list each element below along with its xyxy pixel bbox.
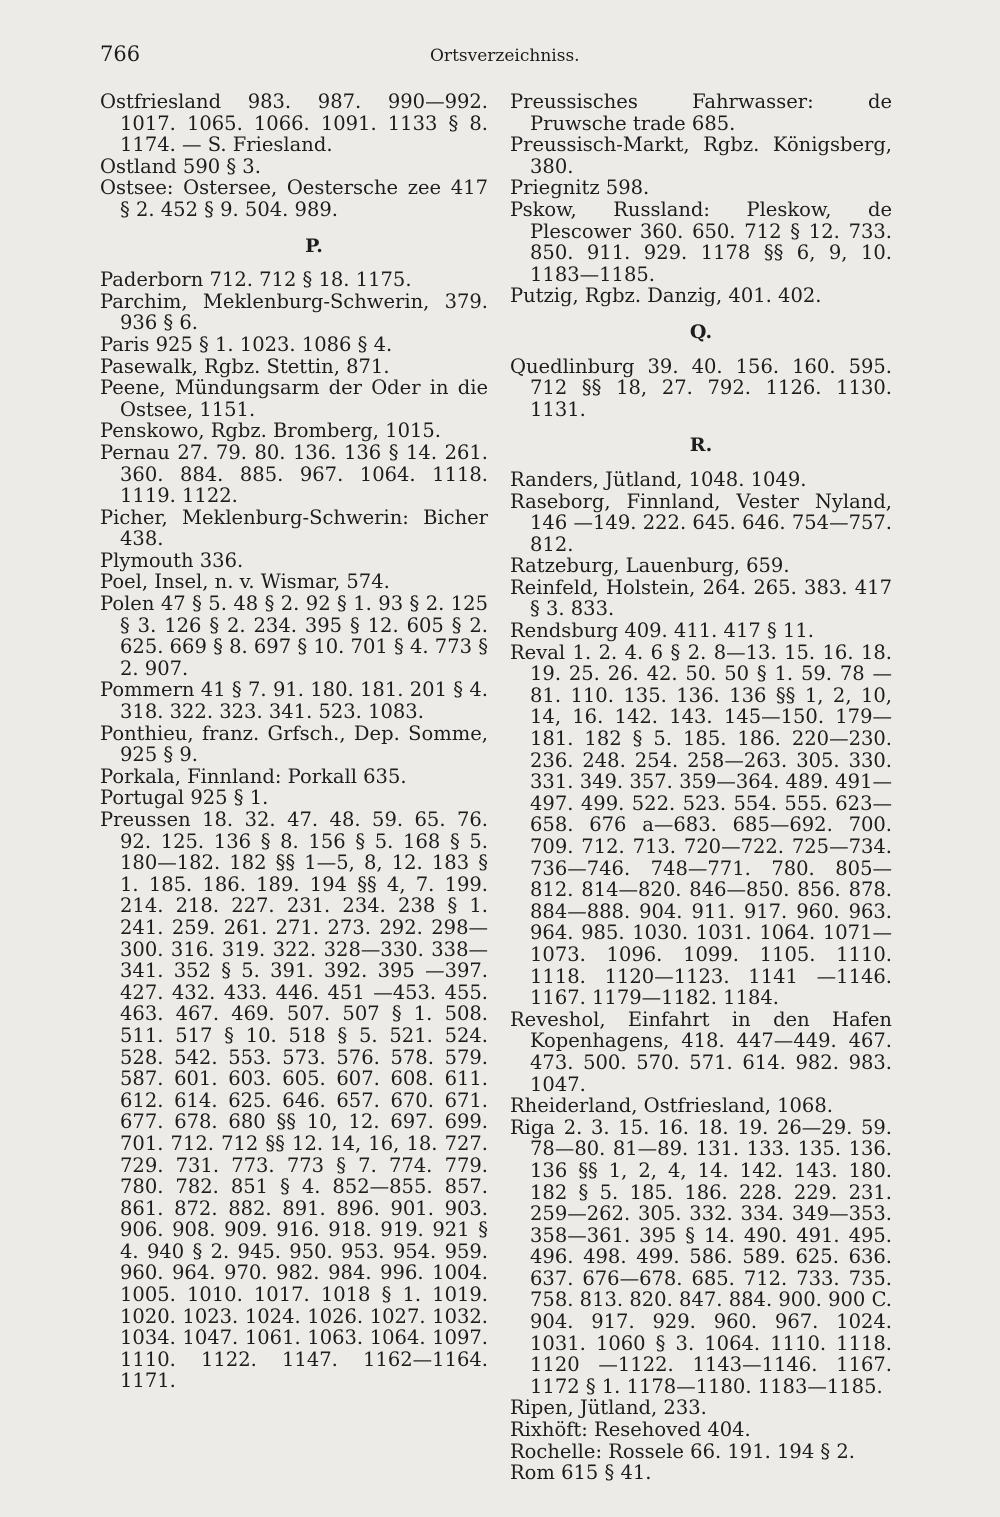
section-heading: Q. bbox=[689, 320, 713, 343]
index-entry: Reval 1. 2. 4. 6 § 2. 8—13. 15. 16. 18. 19. 25. 26. 42. 50. 50 § 1. 59. 78 —81. 110. 135. 136. 136 §§ 1, 2, 10, 14, 16. 142. 143. 145—150. 179—181. 182 § 5. 185. 186. 220—230. 236. 248. 254. 258—263. 305. 330. 331. 349. 357. 359—364. 489. 491—497. 499. 522. 523. 554. 555. 623—658. 676 a—683. 685—692. 700. 709. 712. 713. 720—722. 725—734. 736—746. 748—771. 780. 805—812. 814—820. 846—850. 856. 878. 884—888. 904. 911. 917. 960. 963. 964. 985. 1030. 1031. 1064. 1071—1073. 1096. 1099. 1105. 1110. 1118. 1120—1123. 1141 —1146. 1167. 1179—1182. 1184. bbox=[510, 640, 892, 1010]
index-entry: Plymouth 336. bbox=[100, 548, 244, 572]
index-entry: Pernau 27. 79. 80. 136. 136 § 14. 261. 360. 884. 885. 967. 1064. 1118. 1119. 1122. bbox=[100, 440, 488, 508]
index-entry: Rheiderland, Ostfriesland, 1068. bbox=[510, 1094, 833, 1118]
index-entry: Ratzeburg, Lauenburg, 659. bbox=[510, 554, 790, 578]
index-entry: Parchim, Meklenburg-Schwerin, 379. 936 § 6. bbox=[100, 289, 488, 335]
index-entry: Polen 47 § 5. 48 § 2. 92 § 1. 93 § 2. 125 § 3. 126 § 2. 234. 395 § 12. 605 § 2. 625. 669 § 8. 697 § 10. 701 § 4. 773 § 2. 907. bbox=[100, 592, 488, 680]
index-entry: Priegnitz 598. bbox=[510, 176, 650, 200]
index-entry: Porkala, Finnland: Porkall 635. bbox=[100, 764, 407, 788]
index-entry: Portugal 925 § 1. bbox=[100, 786, 269, 810]
index-entry: Ripen, Jütland, 233. bbox=[510, 1396, 707, 1420]
index-entry: Putzig, Rgbz. Danzig, 401. 402. bbox=[510, 284, 822, 308]
right-column bbox=[510, 91, 892, 1484]
index-entry: Rendsburg 409. 411. 417 § 11. bbox=[510, 619, 814, 643]
index-entry: Penskowo, Rgbz. Bromberg, 1015. bbox=[100, 419, 441, 443]
index-entry: Rixhöft: Resehoved 404. bbox=[510, 1418, 751, 1442]
index-entry: Riga 2. 3. 15. 16. 18. 19. 26—29. 59. 78—80. 81—89. 131. 133. 135. 136. 136 §§ 1, 2, 4, 14. 142. 143. 180. 182 § 5. 185. 186. 228. 229. 231. 259—262. 305. 332. 334. 349—353. 358—361. 395 § 14. 490. 491. 495. 496. 498. 499. 586. 589. 625. 636. 637. 676—678. 685. 712. 733. 735. 758. 813. 820. 847. 884. 900. 900 C. 904. 917. 929. 960. 967. 1024. 1031. 1060 § 3. 1064. 1110. 1118. 1120 —1122. 1143—1146. 1167. 1172 § 1. 1178—1180. 1183—1185. bbox=[510, 1115, 892, 1398]
page-number: 766 bbox=[100, 42, 141, 66]
page-title: Ortsverzeichniss. bbox=[430, 46, 580, 66]
section-heading: P. bbox=[305, 234, 323, 257]
index-entry: Paderborn 712. 712 § 18. 1175. bbox=[100, 268, 412, 292]
index-entry: Preussisches Fahrwasser: de Pruwsche trade 685. bbox=[510, 90, 892, 135]
index-entry: Picher, Meklenburg-Schwerin: Bicher 438. bbox=[100, 505, 488, 551]
index-entry: Paris 925 § 1. 1023. 1086 § 4. bbox=[100, 332, 393, 356]
index-entry: Pommern 41 § 7. 91. 180. 181. 201 § 4. 318. 322. 323. 341. 523. 1083. bbox=[100, 678, 488, 724]
index-entry: Rom 615 § 41. bbox=[510, 1461, 652, 1485]
index-entry: Preussen 18. 32. 47. 48. 59. 65. 76. 92. 125. 136 § 8. 156 § 5. 168 § 5. 180—182. 182 §§ 1—5, 8, 12. 183 § 1. 185. 186. 189. 194 §§ 4, 7. 199. 214. 218. 227. 231. 234. 238 § 1. 241. 259. 261. 271. 273. 292. 298—300. 316. 319. 322. 328—330. 338—341. 352 § 5. 391. 392. 395 —397. 427. 432. 433. 446. 451 —453. 455. 463. 467. 469. 507. 507 § 1. 508. 511. 517 § 10. 518 § 5. 521. 524. 528. 542. 553. 573. 576. 578. 579. 587. 601. 603. 605. 607. 608. 611. 612. 614. 625. 646. 657. 670. 671. 677. 678. 680 §§ 10, 12. 697. 699. 701. 712. 712 §§ 12. 14, 16, 18. 727. 729. 731. 773. 773 § 7. 774. 779. 780. 782. 851 § 4. 852—855. 857. 861. 872. 882. 891. 896. 901. 903. 906. 908. 909. 916. 918. 919. 921 § 4. 940 § 2. 945. 950. 953. 954. 959. 960. 964. 970. 982. 984. 996. 1004. 1005. 1010. 1017. 1018 § 1. 1019. 1020. 1023. 1024. 1026. 1027. 1032. 1034. 1047. 1061. 1063. 1064. 1097. 1110. 1122. 1147. 1162—1164. 1171. bbox=[100, 808, 488, 1393]
index-entry: Ostsee: Ostersee, Oestersche zee 417 § 2. 452 § 9. 504. 989. bbox=[100, 176, 488, 221]
index-entry: Poel, Insel, n. v. Wismar, 574. bbox=[100, 570, 390, 594]
section-heading: R. bbox=[689, 434, 713, 457]
index-entry: Peene, Mündungsarm der Oder in die Ostsee, 1151. bbox=[100, 376, 488, 421]
index-entry: Pasewalk, Rgbz. Stettin, 871. bbox=[100, 354, 390, 378]
index-entry: Reinfeld, Holstein, 264. 265. 383. 417 § 3. 833. bbox=[510, 575, 892, 621]
index-entry: Quedlinburg 39. 40. 156. 160. 595. 712 §§ 18, 27. 792. 1126. 1130. 1131. bbox=[510, 354, 892, 421]
index-entry: Preussisch-Markt, Rgbz. Königsberg, 380. bbox=[510, 133, 892, 178]
index-entry: Ostfriesland 983. 987. 990—992. 1017. 1065. 1066. 1091. 1133 § 8. 1174. — S. Friesland. bbox=[100, 90, 488, 157]
index-entry: Pskow, Russland: Pleskow, de Plescower 360. 650. 712 § 12. 733. 850. 911. 929. 1178 §§ 6, 9, 10. 1183—1185. bbox=[510, 197, 892, 286]
index-entry: Reveshol, Einfahrt in den Hafen Kopenhagens, 418. 447—449. 467. 473. 500. 570. 571. 614. 982. 983. 1047. bbox=[510, 1007, 892, 1096]
left-column bbox=[100, 91, 488, 1392]
index-entry: Ostland 590 § 3. bbox=[100, 154, 261, 178]
index-entry: Randers, Jütland, 1048. 1049. bbox=[510, 467, 807, 491]
page-header bbox=[100, 42, 888, 78]
index-entry: Raseborg, Finnland, Vester Nyland, 146 —149. 222. 645. 646. 754—757. 812. bbox=[510, 489, 892, 556]
index-entry: Rochelle: Rossele 66. 191. 194 § 2. bbox=[510, 1439, 855, 1463]
index-entry: Ponthieu, franz. Grfsch., Dep. Somme, 925 § 9. bbox=[100, 721, 488, 767]
